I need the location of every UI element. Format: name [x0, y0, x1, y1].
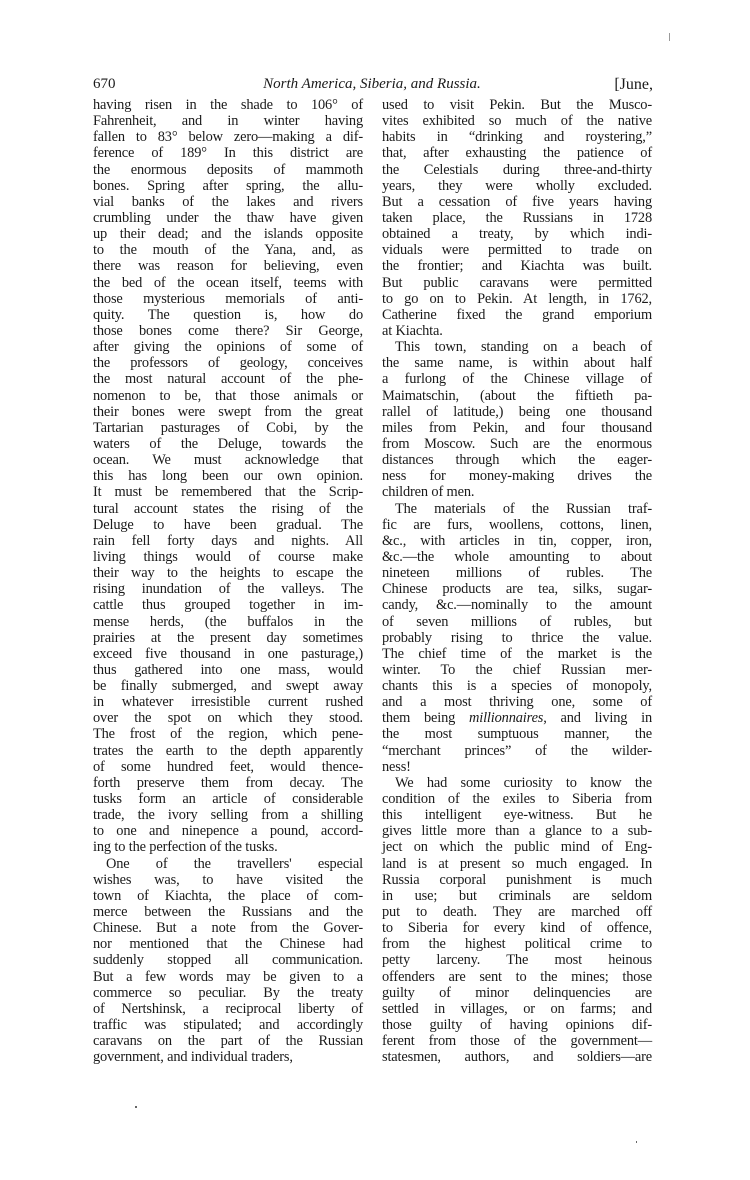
text-line: over the spot on which they stood.	[93, 710, 363, 727]
text-line: Chinese products are tea, silks, sugar-	[382, 581, 652, 598]
text-line: of some hundred feet, would thence-	[93, 758, 363, 775]
text-line: up their dead; and the islands opposite	[93, 226, 363, 243]
text-line: town of Kiachta, the place of com-	[93, 887, 363, 904]
text-line: petty larceny. The most heinous	[382, 952, 652, 969]
text-line: ference of 189° In this district are	[93, 145, 363, 162]
text-line: be finally submerged, and swept away	[93, 678, 363, 695]
text-line: The frost of the region, which pene-	[93, 726, 363, 743]
text-line: years, they were wholly excluded.	[382, 177, 652, 194]
text-line: But public caravans were permitted	[382, 274, 652, 291]
text-line: from the highest political crime to	[382, 936, 652, 953]
text-line: obtained a treaty, by which indi-	[382, 226, 652, 243]
text-line: condition of the exiles to Siberia from	[382, 791, 652, 808]
text-line: the Celestials during three-and-thirty	[382, 161, 652, 178]
text-line: to one and ninepence a pound, accord-	[93, 823, 363, 840]
text-line: thus gathered into one mass, would	[93, 661, 363, 678]
text-line: at Kiachta.	[382, 322, 443, 339]
text-line: the frontier; and Kiachta was built.	[382, 258, 652, 275]
text-line: trates the earth to the depth apparently	[93, 742, 363, 759]
text-line: tural account states the rising of the	[93, 500, 363, 517]
text-line: We had some curiosity to know the	[395, 774, 652, 791]
text-line: ness!	[382, 758, 411, 775]
text-line: this intelligent eye-witness. But he	[382, 807, 652, 824]
text-line: rain fell forty days and nights. All	[93, 532, 363, 549]
text-line: fallen to 83° below zero—making a dif-	[93, 129, 363, 146]
running-title: North America, Siberia, and Russia.	[263, 76, 481, 92]
scan-speck	[636, 1141, 637, 1143]
text-line: ferent from those of the government—	[382, 1033, 652, 1050]
text-line: The materials of the Russian traf-	[395, 500, 652, 517]
text-line: their way to the heights to escape the	[93, 565, 363, 582]
text-line: Chinese. But a note from the Gover-	[93, 920, 363, 937]
text-line: rising inundation of the valleys. The	[93, 581, 363, 598]
text-line: the professors of geology, conceives	[93, 355, 363, 372]
text-line: their bones were swept from the great	[93, 403, 363, 420]
text-line: ness for money-making drives the	[382, 468, 652, 485]
running-header	[91, 76, 653, 96]
text-line: It must be remembered that the Scrip-	[93, 484, 363, 501]
text-line: offenders are sent to the mines; those	[382, 968, 652, 985]
text-line: taken place, the Russians in 1728	[382, 209, 652, 226]
text-line: winter. To the chief Russian mer-	[382, 661, 652, 678]
text-line: there was reason for believing, even	[93, 258, 363, 275]
text-line: The chief time of the market is the	[382, 645, 652, 662]
text-line: merce between the Russians and the	[93, 904, 363, 921]
text-line: to the mouth of the Yana, and, as	[93, 242, 363, 259]
text-segment: them being	[382, 710, 456, 727]
text-line: Deluge to have been gradual. The	[93, 516, 363, 533]
text-line: nomenon to be, that those animals or	[93, 387, 363, 404]
text-line: the enormous deposits of mammoth	[93, 161, 363, 178]
right-column	[382, 97, 652, 1065]
text-line: crumbling under the thaw have given	[93, 209, 363, 226]
text-line: miles from Pekin, and four thousand	[382, 419, 652, 436]
text-line: ject on which the public mind of Eng-	[382, 839, 652, 856]
text-line: commerce so peculiar. By the treaty	[93, 984, 363, 1001]
text-line: the most natural account of the phe-	[93, 371, 363, 388]
text-line: the same name, is within about half	[382, 355, 652, 372]
text-line: of seven millions of rubles, but	[382, 613, 652, 630]
text-line: habits in “drinking and roystering,”	[382, 129, 652, 146]
text-line: traffic was stipulated; and accordingly	[93, 1017, 363, 1034]
text-line: that, after exhausting the patience of	[382, 145, 652, 162]
text-line: those bones come there? Sir George,	[93, 322, 363, 339]
text-line: the bed of the ocean itself, teems with	[93, 274, 363, 291]
text-line: those guilty of having opinions dif-	[382, 1017, 652, 1034]
text-line: those mysterious memorials of anti-	[93, 290, 363, 307]
text-line: used to visit Pekin. But the Musco-	[382, 97, 652, 113]
text-line: rallel of latitude,) being one thousand	[382, 403, 652, 420]
text-line: gives little more than a glance to a sub-	[382, 823, 652, 840]
text-line: vial banks of the lakes and rivers	[93, 193, 363, 210]
text-line: the most sumptuous manner, the	[382, 726, 652, 743]
text-line: ocean. We must acknowledge that	[93, 452, 363, 469]
text-line: bones. Spring after spring, the allu-	[93, 177, 363, 194]
page-number: 670	[93, 76, 116, 92]
text-line: tusks form an article of considerable	[93, 791, 363, 808]
text-line: forth preserve them from decay. The	[93, 774, 363, 791]
text-line: living things would of course make	[93, 548, 363, 565]
text-line: this has long been our own opinion.	[93, 468, 363, 485]
text-line: ing to the perfection of the tusks.	[93, 839, 278, 856]
text-line: nineteen millions of rubles. The	[382, 565, 652, 582]
text-line: children of men.	[382, 484, 475, 501]
text-line: and a most thriving one, some of	[382, 694, 652, 711]
text-line: Russia corporal punishment is much	[382, 871, 652, 888]
text-line: trade, the ivory selling from a shilling	[93, 807, 363, 824]
text-line: government, and individual traders,	[93, 1049, 293, 1066]
text-line: put to death. They are marched off	[382, 904, 652, 921]
text-line: Maimatschin, (about the fiftieth pa-	[382, 387, 652, 404]
text-line: mense herds, (the buffalos in the	[93, 613, 363, 630]
text-line: distances through which the eager-	[382, 452, 652, 469]
text-line: from Moscow. Such are the enormous	[382, 435, 652, 452]
text-line: One of the travellers' especial	[106, 855, 363, 872]
text-line: having risen in the shade to 106° of	[93, 97, 363, 113]
text-line: probably rising to thrice the value.	[382, 629, 652, 646]
text-line: settled in villages, or on farms; and	[382, 1000, 652, 1017]
scan-speck	[135, 1106, 137, 1108]
text-line: caravans on the part of the Russian	[93, 1033, 363, 1050]
text-line: to Siberia for every kind of offence,	[382, 920, 652, 937]
italic-word: millionnaires	[468, 710, 544, 727]
text-line: suddenly stopped all communication.	[93, 952, 363, 969]
text-line: This town, standing on a beach of	[395, 339, 652, 356]
text-line: after giving the opinions of some of	[93, 339, 363, 356]
text-line: &c., with articles in tin, copper, iron,	[382, 532, 652, 549]
text-line: Tartarian pasturages of Cobi, by the	[93, 419, 363, 436]
text-line: nor mentioned that the Chinese had	[93, 936, 363, 953]
text-line: prairies at the present day sometimes	[93, 629, 363, 646]
text-segment: , and living in	[543, 710, 652, 727]
text-line: But a cessation of five years having	[382, 193, 652, 210]
text-line: fic are furs, woollens, cottons, linen,	[382, 516, 652, 533]
text-line: a furlong of the Chinese village of	[382, 371, 652, 388]
text-line: land is at present so much engaged. In	[382, 855, 652, 872]
text-line: chants this is a species of monopoly,	[382, 678, 652, 695]
text-line: But a few words may be given to a	[93, 968, 363, 985]
issue-month: [June,	[614, 76, 653, 93]
text-line: guilty of minor delinquencies are	[382, 984, 652, 1001]
text-line: quity. The question is, how do	[93, 306, 363, 323]
text-line: “merchant princes” of the wilder-	[382, 742, 652, 759]
text-line: in whatever irresistible current rushed	[93, 694, 363, 711]
text-line: of Nertshinsk, a reciprocal liberty of	[93, 1000, 363, 1017]
text-line: in use; but criminals are seldom	[382, 887, 652, 904]
text-line: wishes was, to have visited the	[93, 871, 363, 888]
text-line: vites exhibited so much of the native	[382, 113, 652, 130]
text-line: to go on to Pekin. At length, in 1762,	[382, 290, 652, 307]
text-line: Fahrenheit, and in winter having	[93, 113, 363, 130]
text-line: candy, &c.—nominally to the amount	[382, 597, 652, 614]
scan-mark	[669, 33, 670, 41]
left-column	[93, 97, 363, 1065]
text-line: statesmen, authors, and soldiers—are	[382, 1049, 652, 1066]
text-line: Catherine fixed the grand emporium	[382, 306, 652, 323]
text-line: &c.—the whole amounting to about	[382, 548, 652, 565]
text-line: cattle thus grouped together in im-	[93, 597, 363, 614]
text-line: viduals were permitted to trade on	[382, 242, 652, 259]
text-line: exceed five thousand in one pasturage,)	[93, 645, 363, 662]
text-line	[382, 710, 652, 726]
text-line: waters of the Deluge, towards the	[93, 435, 363, 452]
